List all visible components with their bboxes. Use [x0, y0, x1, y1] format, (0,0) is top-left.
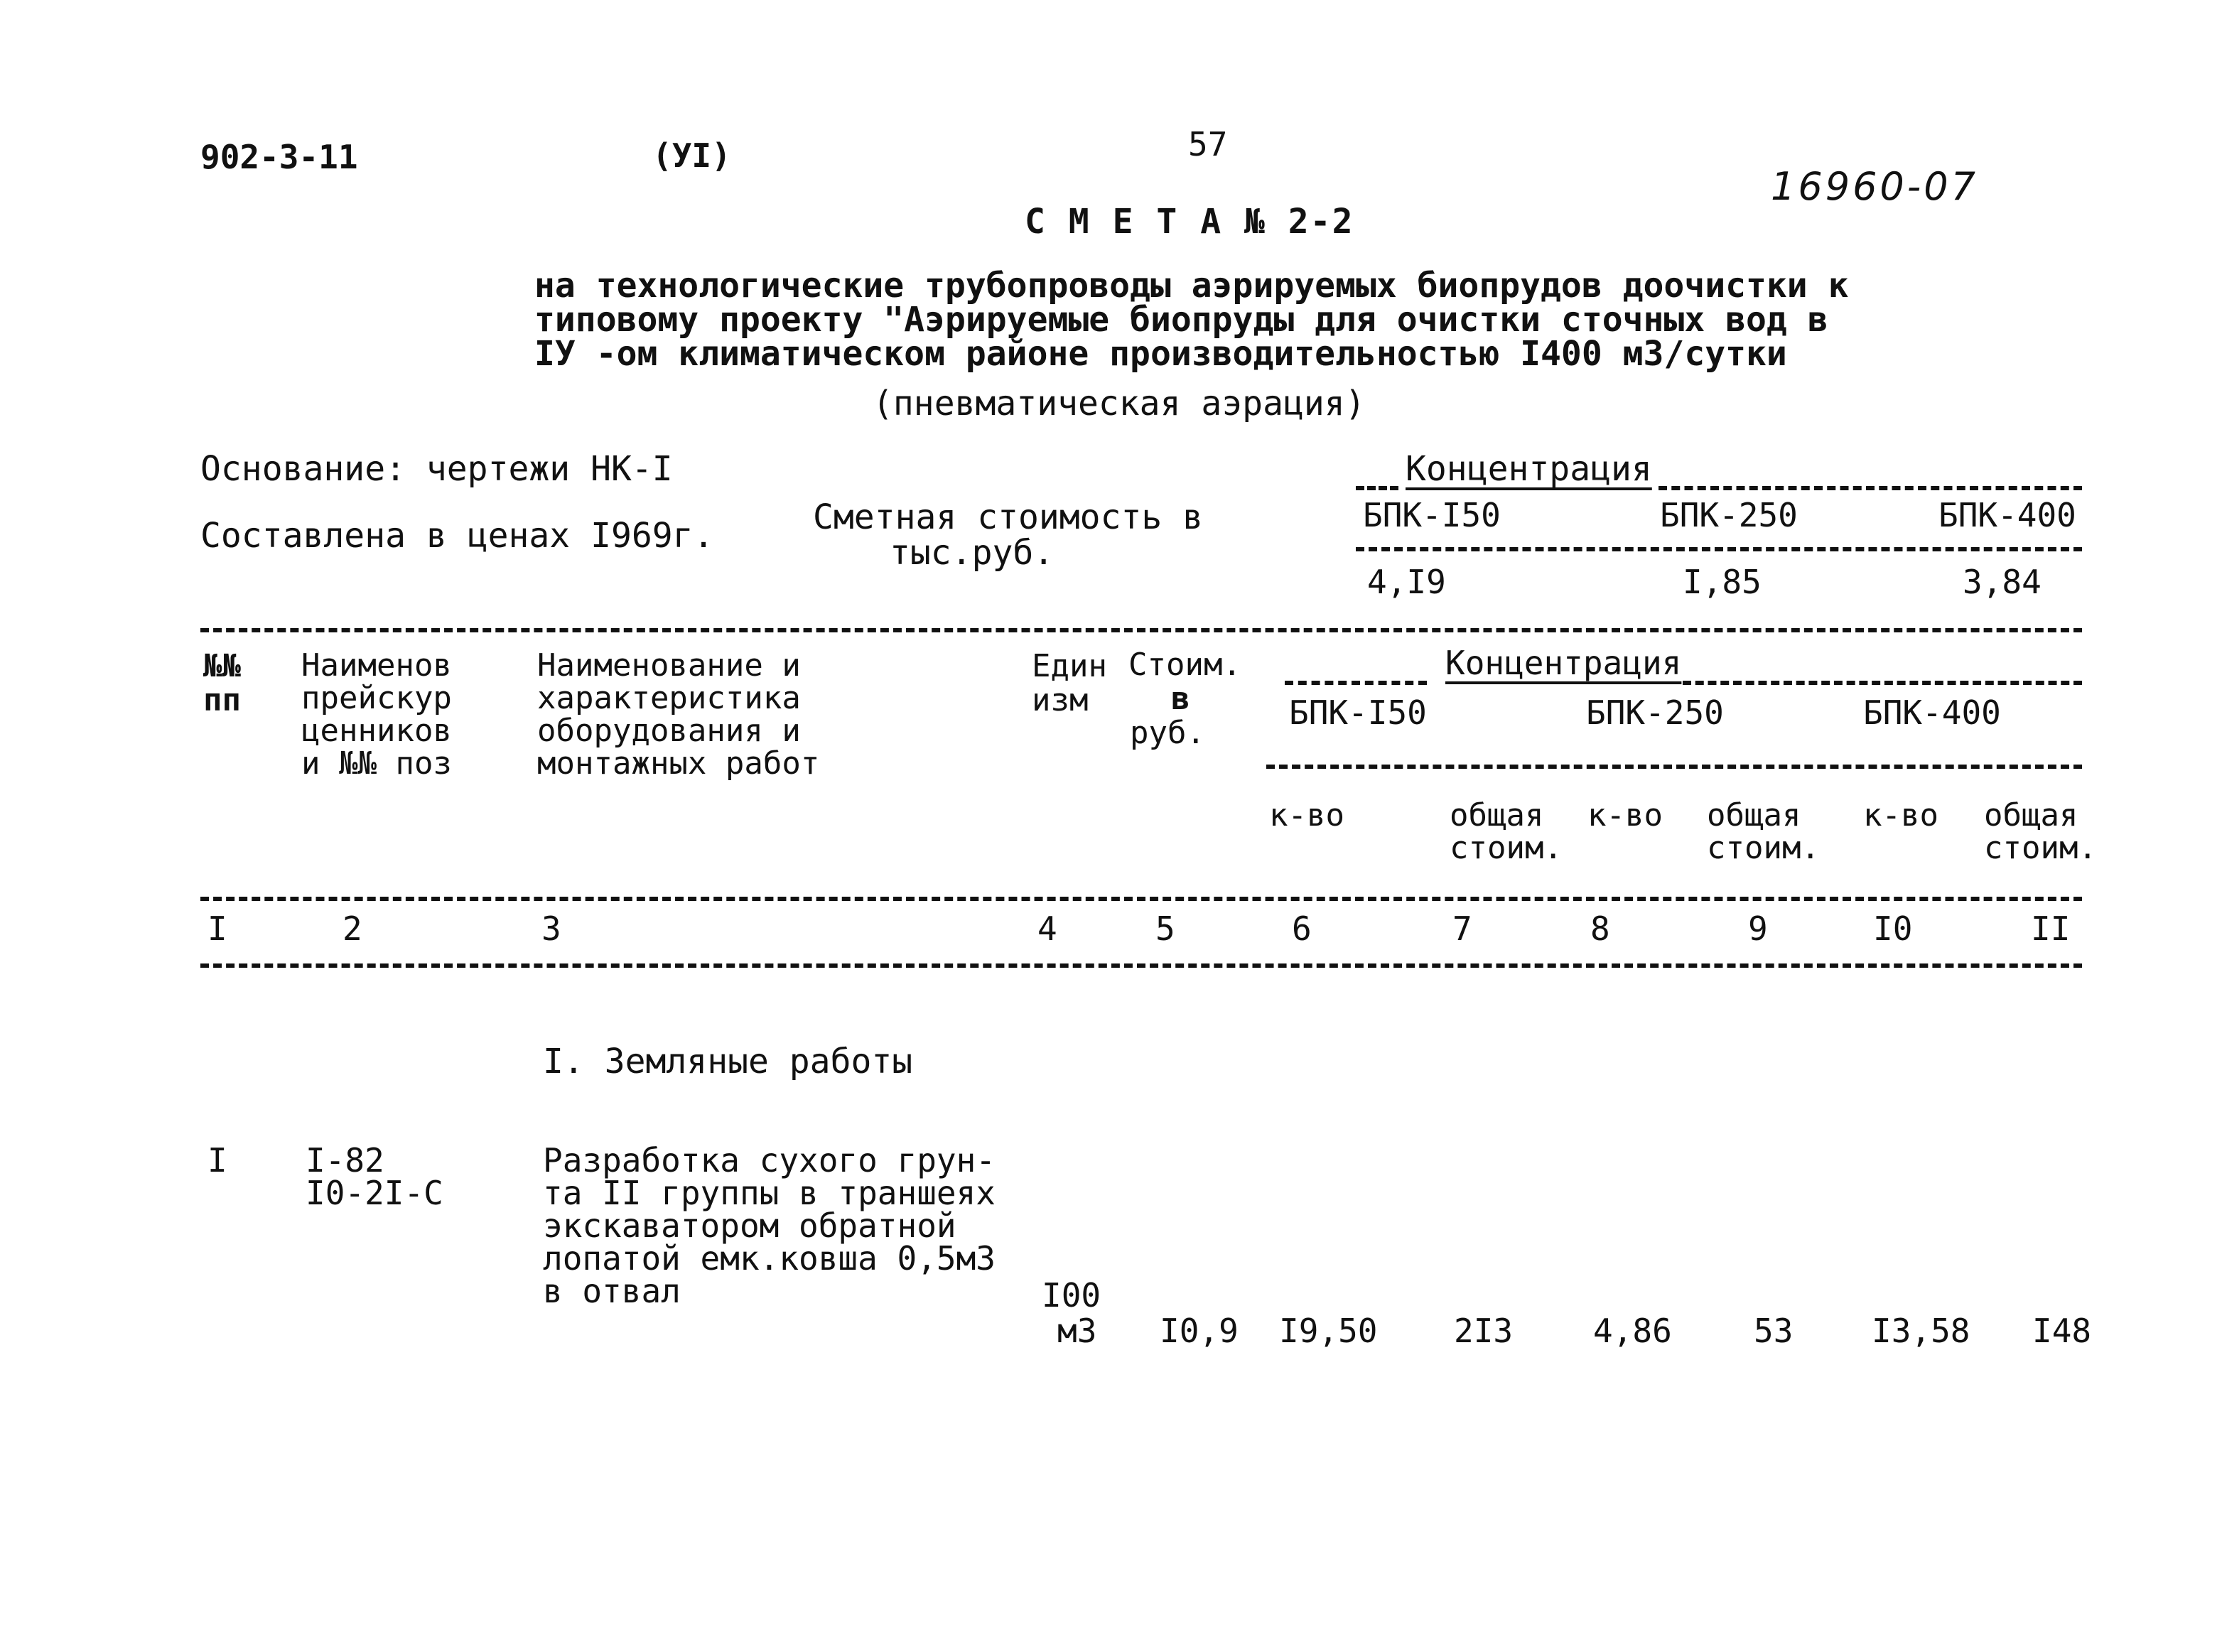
qty-label-150: к-во: [1269, 797, 1344, 833]
row-1-unit-cost: I0,9: [1160, 1312, 1239, 1350]
section-title: I. Земляные работы: [543, 1042, 913, 1081]
bpk400-label-top: БПК-400: [1938, 496, 2076, 534]
colnum-8: 8: [1590, 909, 1610, 948]
row-1-description: Разработка сухого грун- та II группы в траншеях экскаватором обратной лопатой емк.ковша 0,5м3 в отвал: [543, 1141, 996, 1310]
col5-header-line3: руб.: [1130, 715, 1205, 751]
column-numbers-top-rule: [200, 897, 2082, 901]
total-label-400-2: стоим.: [1984, 830, 2097, 866]
colnum-11: II: [2031, 909, 2071, 948]
qty-label-250: к-во: [1587, 797, 1663, 833]
total-label-150-2: стоим.: [1450, 830, 1563, 866]
bpk250-label-top: БПК-250: [1660, 496, 1798, 534]
estimated-cost-unit: тыс.руб.: [890, 533, 1055, 573]
col3-header: Наименование и характеристика оборудования и монтажных работ: [537, 647, 820, 782]
basis-text: Основание: чертежи НК-I: [200, 449, 673, 489]
handwritten-number: 16960-07: [1771, 164, 1978, 209]
concentration-label-table: Концентрация: [1445, 644, 1682, 682]
row-1-qty-250: 4,86: [1593, 1312, 1672, 1350]
divider: [1285, 681, 1427, 685]
estimated-cost-label: Сметная стоимость в: [813, 497, 1204, 537]
colnum-1: I: [207, 909, 227, 948]
total-label-250-2: стоим.: [1707, 830, 1820, 866]
col5-header-line1: Стоим.: [1128, 647, 1241, 683]
subtitle-line-2: типовому проекту "Аэрируемые биопруды для очистки сточных вод в: [534, 300, 1828, 340]
cost-bpk250: I,85: [1683, 563, 1762, 601]
row-1-qty-400: I3,58: [1872, 1312, 1970, 1350]
estimate-title: С М Е Т А № 2-2: [1025, 202, 1354, 242]
row-1-unit-1: I00: [1042, 1276, 1101, 1314]
qty-label-400: к-во: [1863, 797, 1938, 833]
total-label-150-1: общая: [1450, 797, 1544, 833]
cost-bpk400: 3,84: [1963, 563, 2042, 601]
colnum-2: 2: [343, 909, 362, 948]
colnum-9: 9: [1748, 909, 1768, 948]
total-label-400-1: общая: [1984, 797, 2078, 833]
total-label-250-1: общая: [1707, 797, 1801, 833]
colnum-4: 4: [1037, 909, 1057, 948]
divider: [1356, 486, 1398, 490]
row-1-total-400: I48: [2032, 1312, 2092, 1350]
colnum-5: 5: [1155, 909, 1175, 948]
row-1-unit-2: м3: [1057, 1312, 1097, 1350]
section-number: (УI): [652, 136, 731, 175]
divider: [1683, 681, 2082, 685]
divider: [1659, 486, 2082, 490]
bpk250-label-table: БПК-250: [1586, 693, 1724, 732]
bpk150-label-top: БПК-I50: [1363, 496, 1501, 534]
row-1-total-150: 2I3: [1454, 1312, 1514, 1350]
table-top-rule: [200, 628, 2082, 632]
col2-header: Наименов прейскур ценников и №№ поз: [301, 647, 452, 782]
bpk150-label-table: БПК-I50: [1289, 693, 1427, 732]
subtitle-line-1: на технологические трубопроводы аэрируемых биопрудов доочистки к: [534, 266, 1849, 306]
col1-header: №№ пп: [203, 648, 241, 718]
prices-text: Составлена в ценах I969г.: [200, 516, 714, 556]
colnum-3: 3: [541, 909, 561, 948]
divider: [1356, 547, 2082, 551]
page-number: 57: [1188, 125, 1228, 163]
colnum-10: I0: [1873, 909, 1913, 948]
col5-header-line2: в: [1171, 681, 1190, 717]
colnum-6: 6: [1292, 909, 1312, 948]
document-code: 902-3-11: [200, 138, 358, 176]
column-numbers-bottom-rule: [200, 963, 2082, 968]
concentration-label-top: Концентрация: [1406, 449, 1652, 489]
row-1-price-ref: I-82 I0-2I-C: [306, 1141, 443, 1212]
divider: [1266, 765, 2082, 769]
row-1-total-250: 53: [1754, 1312, 1794, 1350]
subtitle-note: (пневматическая аэрация): [873, 384, 1366, 423]
row-1-qty-150: I9,50: [1279, 1312, 1378, 1350]
colnum-7: 7: [1452, 909, 1472, 948]
bpk400-label-table: БПК-400: [1863, 693, 2001, 732]
col4-header: Един изм: [1032, 648, 1107, 718]
cost-bpk150: 4,I9: [1367, 563, 1446, 601]
subtitle-line-3: IУ -ом климатическом районе производительностью I400 м3/сутки: [534, 334, 1787, 374]
row-1-num: I: [207, 1141, 227, 1179]
